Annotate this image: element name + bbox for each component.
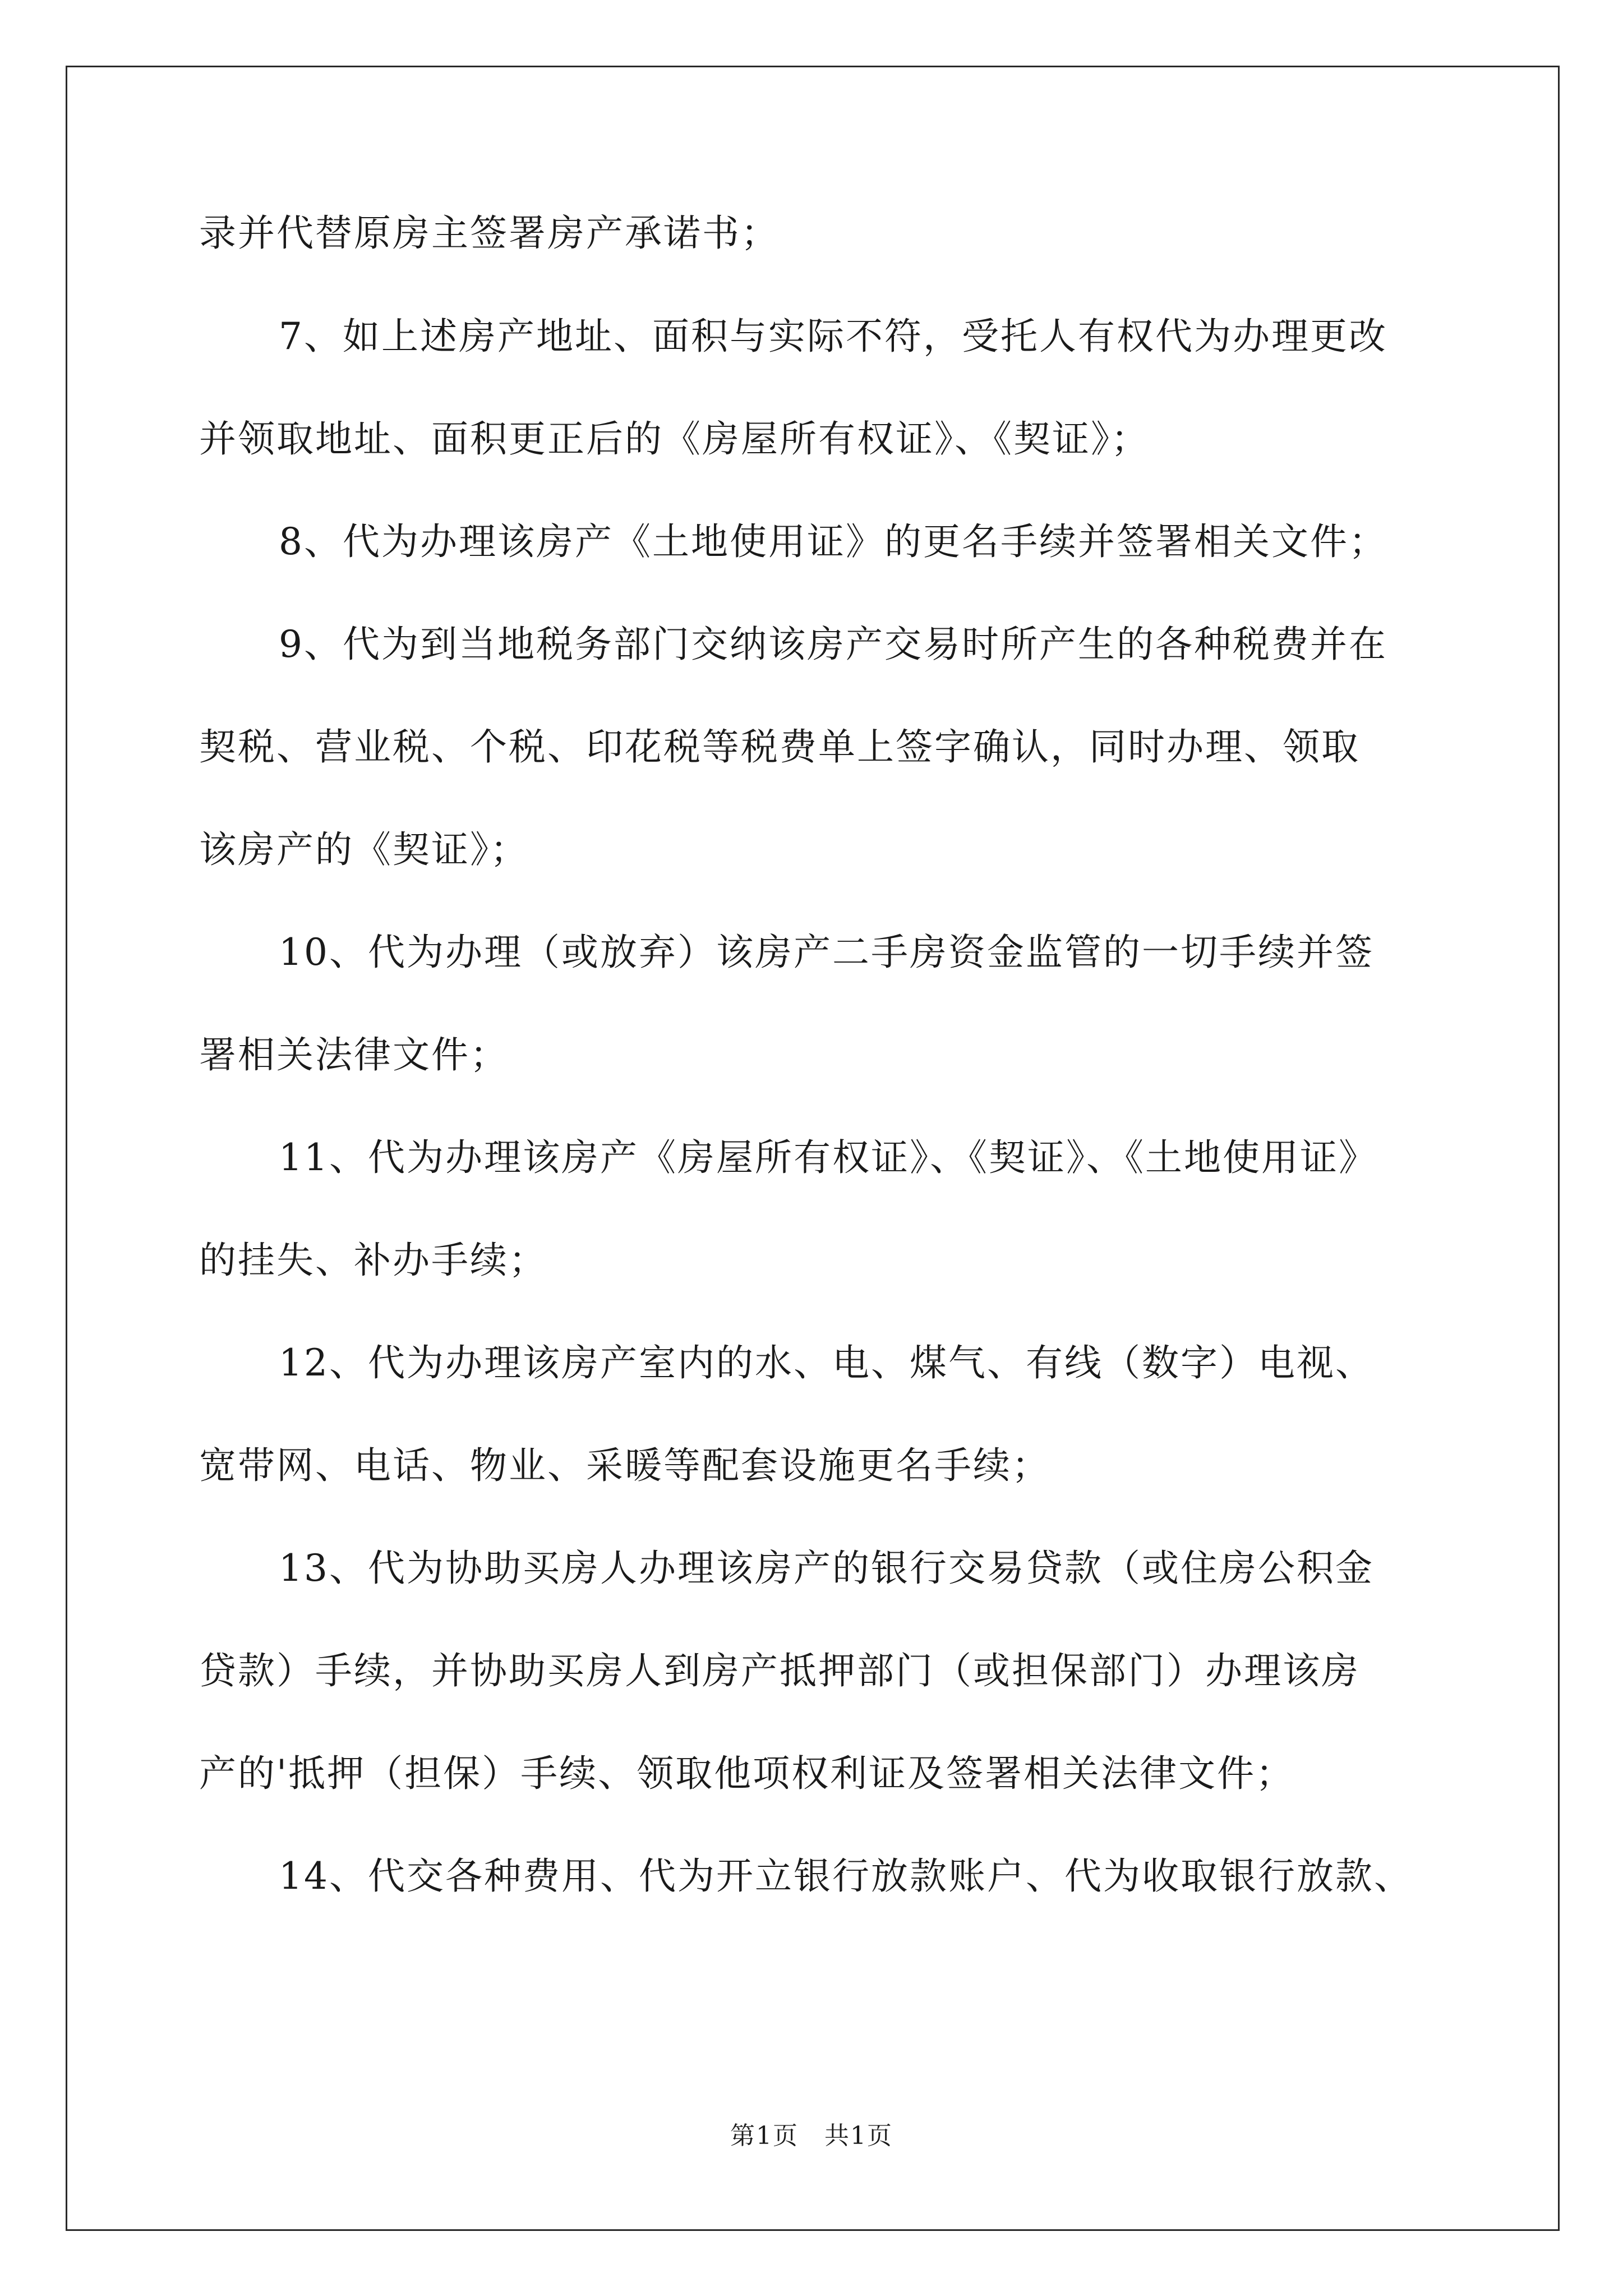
text-line: 贷款）手续，并协助买房人到房产抵押部门（或担保部门）办理该房: [199, 1649, 1360, 1692]
text-line: 12、代为办理该房产室内的水、电、煤气、有线（数字）电视、: [279, 1341, 1374, 1384]
text-line: 录并代替原房主签署房产承诺书；: [199, 211, 780, 255]
text-line: 该房产的《契证》；: [199, 828, 529, 871]
text-line: 的挂失、补办手续；: [199, 1239, 547, 1282]
text-line: 8、代为办理该房产《土地使用证》的更名手续并签署相关文件；: [279, 520, 1387, 563]
text-line: 署相关法律文件；: [199, 1033, 509, 1076]
text-line: 13、代为协助买房人办理该房产的银行交易贷款（或住房公积金: [279, 1547, 1374, 1590]
text-line: 宽带网、电话、物业、采暖等配套设施更名手续；: [199, 1444, 1050, 1487]
page-footer: 第1页 共1页: [730, 2122, 893, 2150]
text-line: 并领取地址、面积更正后的《房屋所有权证》、《契证》；: [199, 417, 1150, 461]
text-line: 14、代交各种费用、代为开立银行放款账户、代为收取银行放款、: [279, 1855, 1413, 1898]
text-line: 7、如上述房产地址、面积与实际不符，受托人有权代为办理更改: [279, 315, 1387, 358]
text-line: 产的'抵押（担保）手续、领取他项权利证及签署相关法律文件；: [199, 1752, 1295, 1795]
text-line: 契税、营业税、个税、印花税等税费单上签字确认，同时办理、领取: [199, 725, 1360, 769]
text-line: 9、代为到当地税务部门交纳该房产交易时所产生的各种税费并在: [279, 623, 1387, 666]
text-line: 11、代为办理该房产《房屋所有权证》、《契证》、《土地使用证》: [279, 1136, 1377, 1179]
text-line: 10、代为办理（或放弃）该房产二手房资金监管的一切手续并签: [279, 931, 1374, 974]
